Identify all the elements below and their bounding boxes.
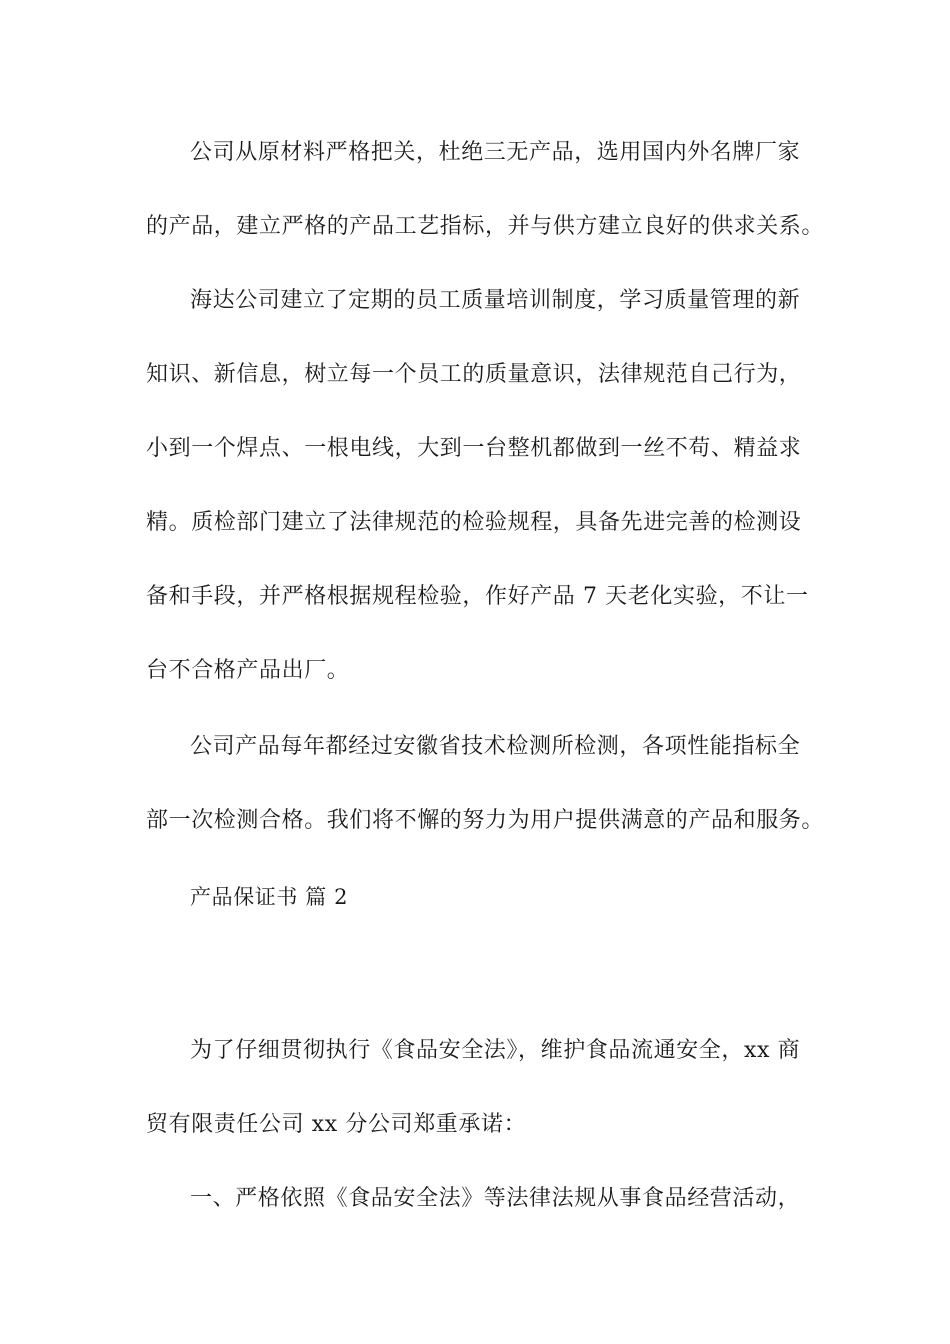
paragraph-4-line-1: 为了仔细贯彻执行《食品安全法》，维护食品流通安全，xx 商 bbox=[190, 1038, 801, 1063]
paragraph-2-line-2: 知识、新信息，树立每一个员工的质量意识，法律规范自己行为， bbox=[146, 362, 802, 387]
section-heading: 产品保证书 篇 2 bbox=[190, 885, 349, 909]
paragraph-1-line-2: 的产品，建立严格的产品工艺指标，并与供方建立良好的供求关系。 bbox=[146, 214, 825, 239]
paragraph-2-line-1: 海达公司建立了定期的员工质量培训制度，学习质量管理的新 bbox=[190, 288, 801, 313]
paragraph-4-line-2: 贸有限责任公司 xx 分公司郑重承诺： bbox=[146, 1112, 527, 1137]
paragraph-2-line-4: 精。质检部门建立了法律规范的检验规程，具备先进完善的检测设 bbox=[146, 510, 802, 535]
paragraph-1-line-1: 公司从原材料严格把关，杜绝三无产品，选用国内外名牌厂家 bbox=[190, 140, 801, 165]
paragraph-3-line-1: 公司产品每年都经过安徽省技术检测所检测，各项性能指标全 bbox=[190, 734, 801, 759]
paragraph-5-line-1: 一、严格依照《食品安全法》等法律法规从事食品经营活动， bbox=[190, 1186, 801, 1211]
paragraph-2-line-6: 台不合格产品出厂。 bbox=[146, 658, 350, 683]
paragraph-2-line-3: 小到一个焊点、一根电线，大到一台整机都做到一丝不苟、精益求 bbox=[146, 436, 802, 461]
paragraph-2-line-5: 备和手段，并严格根据规程检验，作好产品 7 天老化实验，不让一 bbox=[146, 584, 809, 609]
paragraph-3-line-2: 部一次检测合格。我们将不懈的努力为用户提供满意的产品和服务。 bbox=[146, 808, 825, 833]
